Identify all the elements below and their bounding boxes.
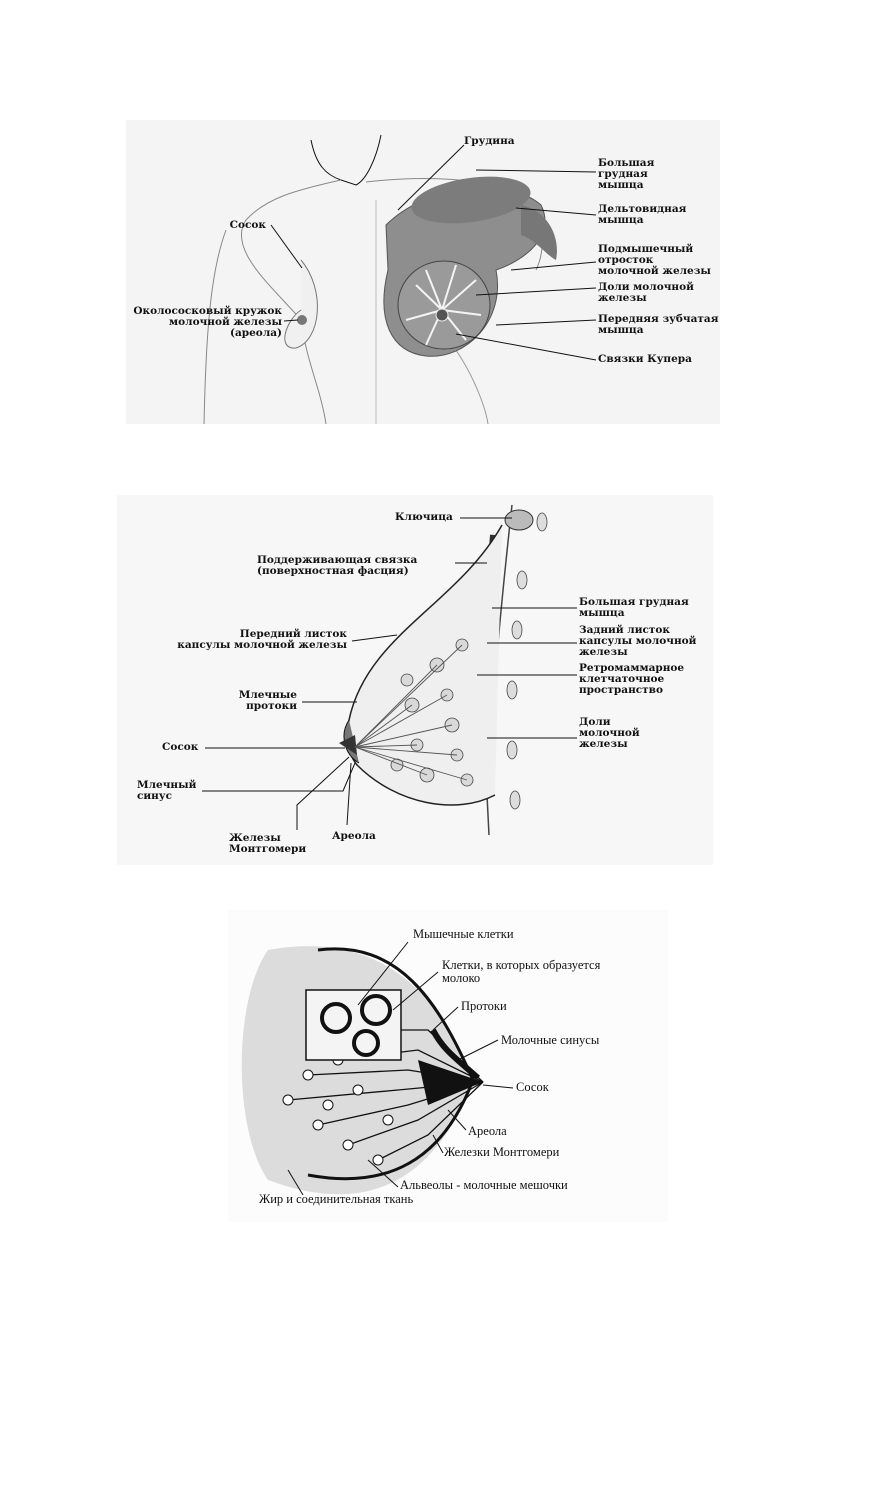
label-milk-ducts: Млечные протоки xyxy=(238,689,297,712)
label-nipple: Сосок xyxy=(516,1080,549,1094)
gland-structure-diagram xyxy=(228,910,668,1222)
label-areola: Ареола xyxy=(332,830,376,842)
gland-illustration xyxy=(228,910,668,1222)
label-areola: Околососковый кружок молочной железы (ареола) xyxy=(133,305,282,339)
label-posterior-capsule: Задний листок капсулы молочной железы xyxy=(579,624,697,658)
label-cooper-ligaments: Связки Купера xyxy=(598,353,692,365)
label-areola: Ареола xyxy=(468,1124,507,1138)
label-ducts: Протоки xyxy=(461,999,507,1013)
label-deltoid: Дельтовидная мышца xyxy=(598,203,687,226)
label-retromammary-space: Ретромаммарное клетчаточное пространство xyxy=(579,662,685,696)
label-nipple: Сосок xyxy=(229,219,266,231)
label-montgomery-glands: Железки Монтгомери xyxy=(444,1145,560,1159)
label-clavicle: Ключица xyxy=(395,511,453,523)
label-milk-producing-cells: Клетки, в которых образуется молоко xyxy=(442,958,601,985)
label-montgomery-glands: Железы Монтгомери xyxy=(229,832,307,855)
label-anterior-capsule: Передний листок капсулы молочной железы xyxy=(177,628,347,651)
label-milk-sinuses: Молочные синусы xyxy=(501,1033,600,1047)
label-fat-connective-tissue: Жир и соединительная ткань xyxy=(259,1192,414,1206)
label-lobes: Доли молочной железы xyxy=(579,716,640,750)
label-pectoralis-major: Большая грудная мышца xyxy=(579,596,689,619)
label-nipple: Сосок xyxy=(162,741,199,753)
label-axillary-process: Подмышечный отросток молочной железы xyxy=(598,243,711,277)
label-suspensory-ligament: Поддерживающая связка (поверхностная фасция) xyxy=(257,554,418,577)
label-serratus: Передняя зубчатая мышца xyxy=(598,313,719,336)
label-muscle-cells: Мышечные клетки xyxy=(413,927,514,941)
anatomy-front-diagram xyxy=(126,120,720,424)
label-sternum: Грудина xyxy=(464,135,515,147)
anatomy-section-diagram xyxy=(117,495,713,865)
label-milk-sinus: Млечный синус xyxy=(137,779,197,802)
label-alveoli: Альвеолы - молочные мешочки xyxy=(400,1178,568,1192)
label-lobes: Доли молочной железы xyxy=(598,281,694,304)
label-pectoralis-major: Большая грудная мышца xyxy=(598,157,655,191)
